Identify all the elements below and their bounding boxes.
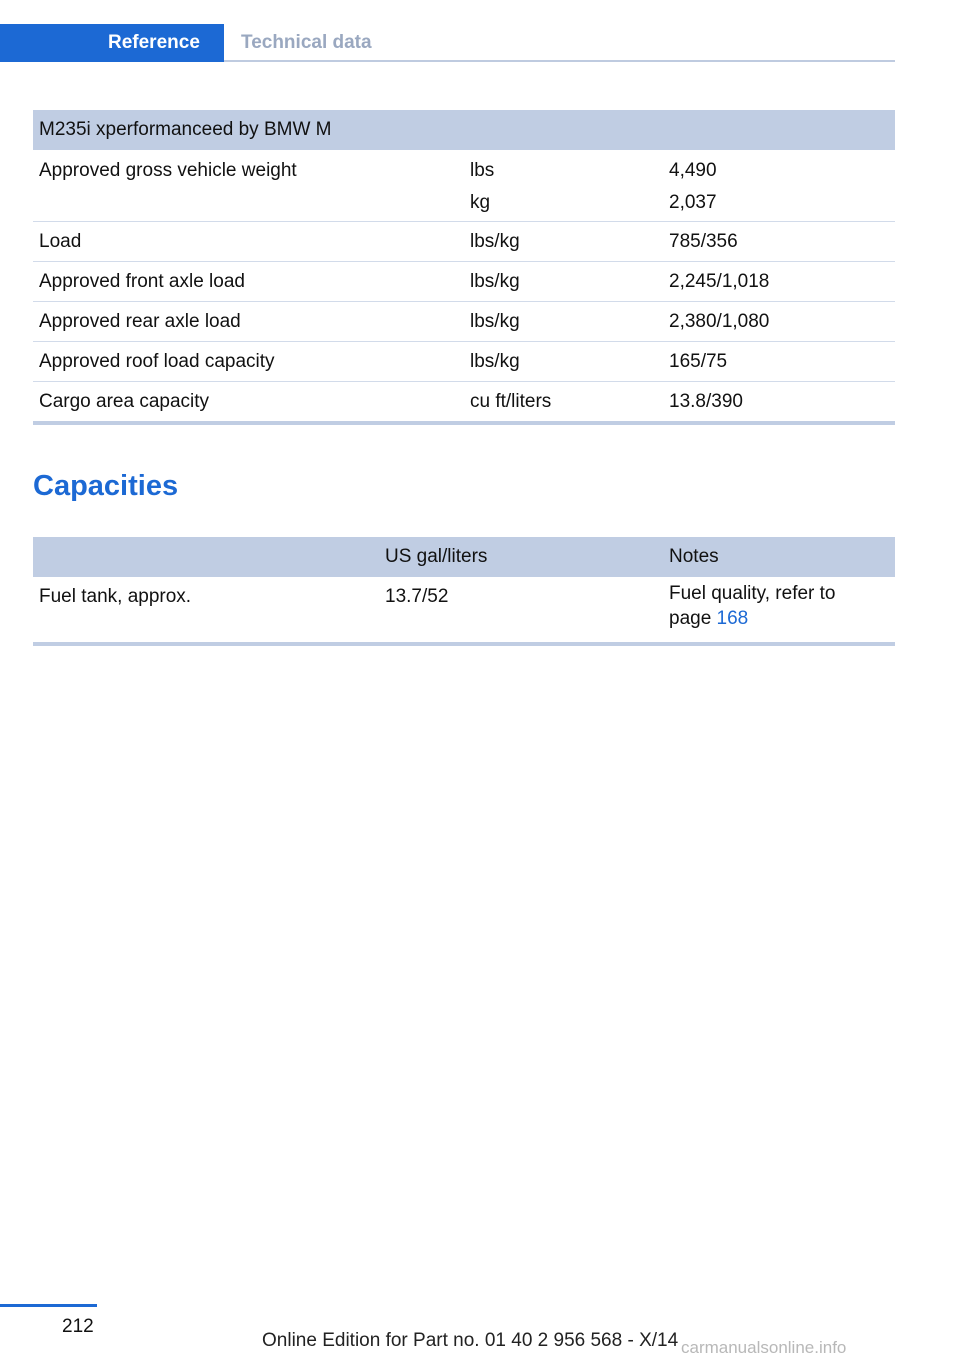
table-row — [33, 302, 895, 342]
row-value-2: 2,037 — [669, 192, 717, 213]
footer-edition-text: Online Edition for Part no. 01 40 2 956 568 - X/14 — [262, 1330, 679, 1351]
table-row — [33, 382, 895, 421]
weights-table — [33, 110, 895, 425]
row-unit: lbs/kg — [470, 231, 520, 252]
tab-technical-data[interactable]: Technical data — [241, 32, 372, 53]
page-link-168[interactable]: 168 — [716, 608, 749, 629]
notes-line1: Fuel quality, refer to — [669, 583, 836, 604]
table-bottom-rule — [33, 421, 895, 425]
row-value: 13.7/52 — [385, 586, 449, 607]
row-value: 4,490 — [669, 160, 717, 181]
row-unit-2: kg — [470, 192, 491, 213]
row-unit: lbs/kg — [470, 271, 520, 292]
row-unit: cu ft/liters — [470, 391, 552, 412]
table-bottom-rule — [33, 642, 895, 646]
row-value: 2,245/1,018 — [669, 271, 770, 292]
row-unit: lbs/kg — [470, 311, 520, 332]
capacities-table — [33, 537, 895, 646]
row-label: Load — [39, 231, 82, 252]
page-number: 212 — [62, 1316, 94, 1337]
notes-line2-prefix: page — [669, 608, 717, 629]
row-label: Cargo area capacity — [39, 391, 210, 412]
row-label: Approved rear axle load — [39, 311, 241, 332]
row-label: Approved gross vehicle weight — [39, 160, 297, 181]
table-row — [33, 577, 895, 642]
row-label: Fuel tank, approx. — [39, 586, 192, 607]
page-header — [0, 24, 895, 62]
header-col3: Notes — [669, 546, 719, 567]
row-notes — [669, 581, 836, 631]
row-value: 785/356 — [669, 231, 738, 252]
row-value: 13.8/390 — [669, 391, 743, 412]
table-row — [33, 150, 895, 222]
weights-table-title: M235i xperformanceed by BMW M — [39, 119, 332, 140]
table-row — [33, 262, 895, 302]
table-row — [33, 222, 895, 262]
section-title-capacities: Capacities — [33, 470, 179, 502]
capacities-table-header — [33, 537, 895, 577]
watermark: carmanualsonline.info — [681, 1338, 847, 1357]
header-col2: US gal/liters — [385, 546, 488, 567]
row-label: Approved front axle load — [39, 271, 245, 292]
row-unit: lbs — [470, 160, 495, 181]
footer-accent-line — [0, 1304, 97, 1307]
row-value: 165/75 — [669, 351, 728, 372]
row-unit: lbs/kg — [470, 351, 520, 372]
row-label: Approved roof load capacity — [39, 351, 275, 372]
weights-table-header — [33, 110, 895, 150]
row-value: 2,380/1,080 — [669, 311, 770, 332]
table-row — [33, 342, 895, 382]
tab-reference[interactable]: Reference — [0, 24, 224, 62]
